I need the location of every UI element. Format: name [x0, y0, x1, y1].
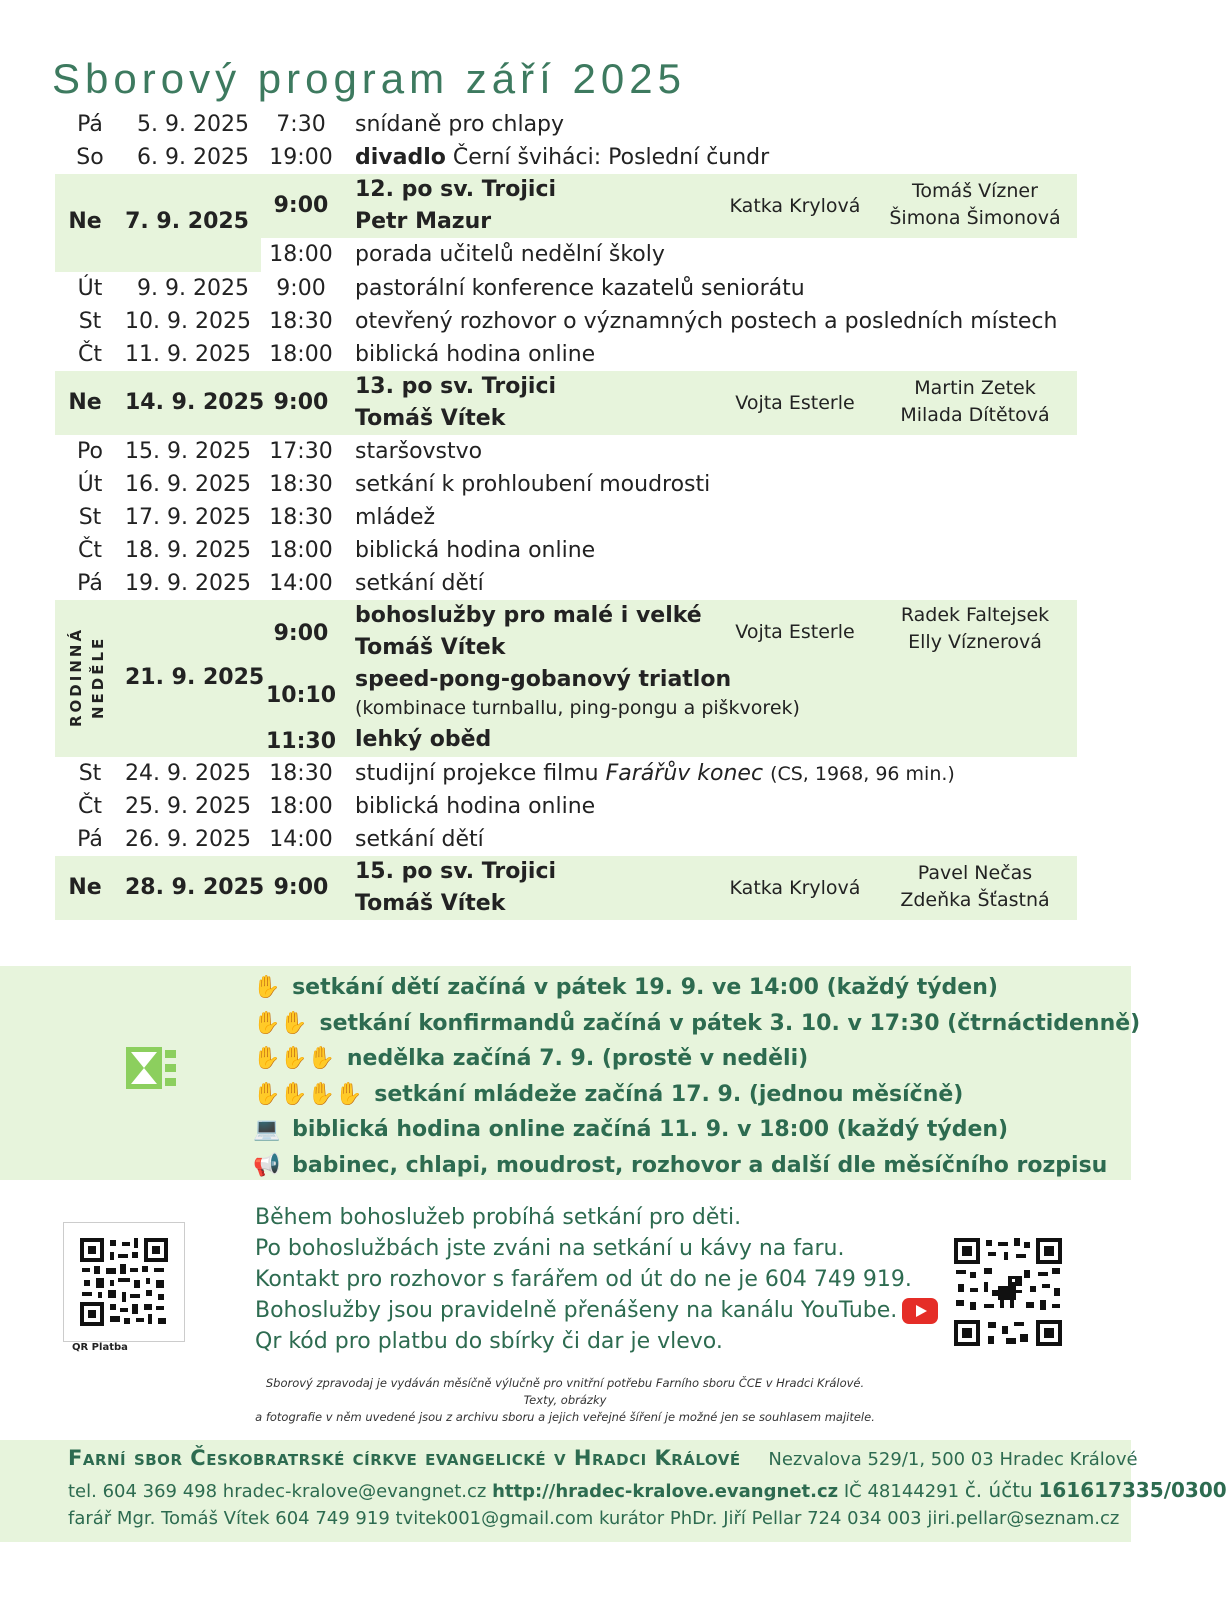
family-sunday-date: 21. 9. 2025 [125, 665, 265, 690]
row-event: staršovstvo [355, 439, 483, 464]
family-event-3: lehký oběd [355, 727, 492, 752]
sunday-reader: Zdeňka Šťastná [900, 889, 1050, 911]
row-event: snídaně pro chlapy [355, 112, 565, 137]
sunday-block [55, 371, 1077, 435]
announcement-item [253, 1077, 1140, 1113]
sunday-reader: Martin Zetek [914, 377, 1036, 399]
announcement-item [253, 1006, 1140, 1042]
row-time: 14:00 [269, 571, 333, 596]
sunday-reader: Pavel Nečas [917, 862, 1033, 884]
sunday-day: Ne [68, 875, 102, 900]
schedule-row [55, 272, 1077, 305]
footer-line-contact [68, 1478, 1227, 1502]
sunday-preacher: Petr Mazur [355, 209, 492, 234]
film-title: Farářův konec [605, 761, 764, 786]
page-title: Sborový program září 2025 [52, 55, 686, 102]
family-sunday-label-2: NEDĚLE [89, 635, 107, 719]
footer-ic: IČ 48144291 [843, 1481, 960, 1502]
row-date: 25. 9. 2025 [125, 794, 251, 819]
row-day: Čt [78, 342, 102, 367]
family-service: bohoslužby pro malé i velké [355, 603, 702, 628]
footer-tel: tel. 604 369 498 hradec-kralove@evangnet.cz [68, 1481, 487, 1502]
row-day: Út [77, 276, 103, 301]
qr-payment-code-icon[interactable] [80, 1238, 168, 1326]
note-item: Kontakt pro rozhovor s farářem od út do ne je 604 749 919. [255, 1267, 912, 1292]
laptop-icon: 💻 [253, 1117, 281, 1142]
row-date: 19. 9. 2025 [125, 571, 251, 596]
row-time: 7:30 [276, 112, 326, 137]
row-date: 26. 9. 2025 [125, 827, 251, 852]
youtube-icon[interactable] [902, 1298, 938, 1324]
sunday-day: Ne [68, 209, 102, 234]
announcement-item [253, 970, 1140, 1006]
sunday-day: Ne [68, 390, 102, 415]
announcement-text: setkání konfirmandů začíná v pátek 3. 10. v 17:30 (čtrnáctidenně) [319, 1010, 1141, 1036]
schedule-row [55, 141, 1077, 174]
row-day: St [78, 761, 102, 786]
sunday-date: 7. 9. 2025 [125, 209, 249, 234]
notes-list [255, 1202, 912, 1357]
family-sunday-block [55, 600, 1077, 757]
row-date: 5. 9. 2025 [137, 112, 249, 137]
sunday-reader: Milada Dítětová [900, 404, 1050, 426]
family-reader: Elly Víznerová [908, 631, 1042, 653]
schedule-row [55, 338, 1077, 371]
footer [0, 1440, 1227, 1542]
footer-account: 161617335/0300 [1038, 1478, 1227, 1502]
row-day: Pá [77, 112, 103, 137]
hand-icon: ✋ [253, 975, 281, 1000]
family-event-2-note: (kombinace turnballu, ping-pongu a piškvorek) [355, 697, 800, 719]
sunday-reader: Šimona Šimonová [889, 207, 1061, 229]
row-event [355, 141, 769, 174]
row-event: setkání dětí [355, 827, 484, 852]
row-time: 18:00 [269, 794, 333, 819]
sunday-helper: Katka Krylová [729, 877, 861, 899]
row-time: 18:00 [269, 342, 333, 367]
note-item: Bohoslužby jsou pravidelně přenášeny na kanálu YouTube. [255, 1298, 898, 1323]
sunday-preacher: Tomáš Vítek [355, 891, 506, 916]
announcement-text: setkání mládeže začíná 17. 9. (jednou měsíčně) [374, 1081, 964, 1107]
row-event-text: studijní projekce filmu [355, 761, 599, 786]
disclaimer-line: Sborový zpravodaj je vydáván měsíčně výlučně pro vnitřní potřebu Farního sboru ČCE v Hradci Králové. Texty, obrázky [265, 1376, 865, 1407]
sunday-date: 14. 9. 2025 [125, 390, 265, 415]
announcement-text: setkání dětí začíná v pátek 19. 9. ve 14:00 (každý týden) [292, 975, 998, 1000]
sunday-extra-time: 18:00 [269, 242, 333, 267]
row-time: 18:30 [269, 309, 333, 334]
schedule-row [55, 757, 1077, 790]
footer-account-label: č. účtu [964, 1478, 1033, 1502]
row-date: 24. 9. 2025 [125, 761, 251, 786]
sunday-block [55, 856, 1077, 920]
footer-web-link[interactable]: http://hradec-kralove.evangnet.cz [492, 1481, 839, 1502]
row-day: Út [77, 472, 103, 497]
hourglass-logo-icon [126, 1047, 176, 1089]
row-day: Čt [78, 538, 102, 563]
row-time: 18:00 [269, 538, 333, 563]
family-time-1: 9:00 [273, 621, 329, 646]
footer-org: Farní sbor Českobratrské církve evangelické v Hradci Králové [68, 1446, 741, 1470]
family-event-2: speed-pong-gobanový triatlon [355, 667, 732, 692]
note-item: Qr kód pro platbu do sbírky či dar je vlevo. [255, 1329, 723, 1354]
row-event: setkání dětí [355, 571, 484, 596]
footer-pastor: farář Mgr. Tomáš Vítek 604 749 919 tvitek001@gmail.com kurátor PhDr. Jiří Pellar 724 034 003 jiri.pellar@seznam.cz [68, 1508, 1120, 1529]
sunday-extra-event: porada učitelů nedělní školy [355, 242, 665, 267]
row-date: 17. 9. 2025 [125, 505, 251, 530]
announcement-item [253, 1112, 1140, 1148]
schedule-row [55, 823, 1077, 856]
sunday-reader: Tomáš Vízner [912, 180, 1038, 202]
row-time: 18:30 [269, 472, 333, 497]
footer-address: Nezvalova 529/1, 500 03 Hradec Králové [768, 1449, 1138, 1470]
note-item: Během bohoslužeb probíhá setkání pro děti. [255, 1205, 742, 1230]
hands-3-icon: ✋✋✋ [253, 1046, 336, 1071]
announcement-text: biblická hodina online začíná 11. 9. v 18:00 (každý týden) [292, 1117, 1009, 1142]
sunday-date: 28. 9. 2025 [125, 875, 265, 900]
schedule-row [55, 790, 1077, 823]
sunday-service: 13. po sv. Trojici [355, 374, 557, 399]
hands-2-icon: ✋✋ [253, 1010, 308, 1036]
row-time: 14:00 [269, 827, 333, 852]
row-date: 11. 9. 2025 [125, 342, 251, 367]
announcement-text: babinec, chlapi, moudrost, rozhovor a další dle měsíčního rozpisu [292, 1152, 1108, 1178]
row-day: Po [77, 439, 103, 464]
row-time: 19:00 [269, 145, 333, 170]
row-day: Pá [77, 827, 103, 852]
sunday-time: 9:00 [273, 193, 329, 218]
schedule-row [55, 435, 1077, 468]
row-day: Čt [78, 794, 102, 819]
row-time: 18:30 [269, 761, 333, 786]
schedule-row [55, 305, 1077, 338]
disclaimer [250, 1375, 880, 1426]
family-sunday-label-1: RODINNÁ [67, 626, 85, 728]
sunday-helper: Katka Krylová [729, 195, 861, 217]
announcement-text: nedělka začíná 7. 9. (prostě v neděli) [346, 1046, 809, 1071]
hands-4-icon: ✋✋✋✋ [253, 1081, 363, 1107]
sunday-time: 9:00 [273, 390, 329, 415]
schedule-row [55, 534, 1077, 567]
row-event: pastorální konference kazatelů seniorátu [355, 276, 805, 301]
family-reader: Radek Faltejsek [900, 604, 1050, 626]
sunday-preacher: Tomáš Vítek [355, 406, 506, 431]
schedule-row [55, 468, 1077, 501]
sunday-service: 15. po sv. Trojici [355, 859, 557, 884]
row-day: So [76, 145, 104, 170]
row-event: biblická hodina online [355, 538, 596, 563]
row-date: 9. 9. 2025 [137, 276, 249, 301]
row-date: 6. 9. 2025 [137, 145, 249, 170]
row-event: otevřený rozhovor o významných postech a posledních místech [355, 309, 1058, 334]
row-event: mládež [355, 505, 436, 530]
schedule-row [55, 108, 1077, 141]
schedule-row [55, 567, 1077, 600]
announcements-list [253, 970, 1140, 1183]
sunday-helper: Vojta Esterle [735, 392, 855, 414]
sunday-block [55, 174, 1077, 272]
row-day: St [78, 505, 102, 530]
row-event-text: Černí šviháci: Poslední čundr [452, 145, 770, 170]
sunday-time: 9:00 [273, 875, 329, 900]
row-day: St [78, 309, 102, 334]
family-time-2: 10:10 [265, 683, 337, 708]
family-time-3: 11:30 [265, 729, 337, 754]
qr-payment-label: QR Platba [72, 1342, 128, 1353]
film-note: (CS, 1968, 96 min.) [770, 763, 955, 785]
row-date: 16. 9. 2025 [125, 472, 251, 497]
row-date: 15. 9. 2025 [125, 439, 251, 464]
family-sunday-label [65, 622, 109, 732]
schedule-row [55, 501, 1077, 534]
qr-youtube-code-icon[interactable] [954, 1238, 1062, 1346]
footer-line-org [68, 1446, 1138, 1470]
row-event: setkání k prohloubení moudrosti [355, 472, 711, 497]
megaphone-icon: 📢 [253, 1152, 281, 1178]
family-helper: Vojta Esterle [735, 621, 855, 643]
disclaimer-line: a fotografie v něm uvedené jsou z archivu sboru a jejich veřejné šíření je možné jen se souhlasem majitele. [255, 1410, 875, 1424]
row-day: Pá [77, 571, 103, 596]
row-event: biblická hodina online [355, 794, 596, 819]
row-event [355, 757, 955, 791]
row-time: 17:30 [269, 439, 333, 464]
family-preacher: Tomáš Vítek [355, 635, 506, 660]
announcement-item [253, 1041, 1140, 1077]
row-date: 18. 9. 2025 [125, 538, 251, 563]
row-event-bold: divadlo [355, 145, 446, 170]
row-date: 10. 9. 2025 [125, 309, 251, 334]
note-item: Po bohoslužbách jste zváni na setkání u kávy na faru. [255, 1236, 845, 1261]
row-event: biblická hodina online [355, 342, 596, 367]
announcement-item [253, 1148, 1140, 1184]
schedule-table [55, 108, 1077, 920]
row-time: 18:30 [269, 505, 333, 530]
row-time: 9:00 [276, 276, 326, 301]
sunday-service: 12. po sv. Trojici [355, 177, 557, 202]
